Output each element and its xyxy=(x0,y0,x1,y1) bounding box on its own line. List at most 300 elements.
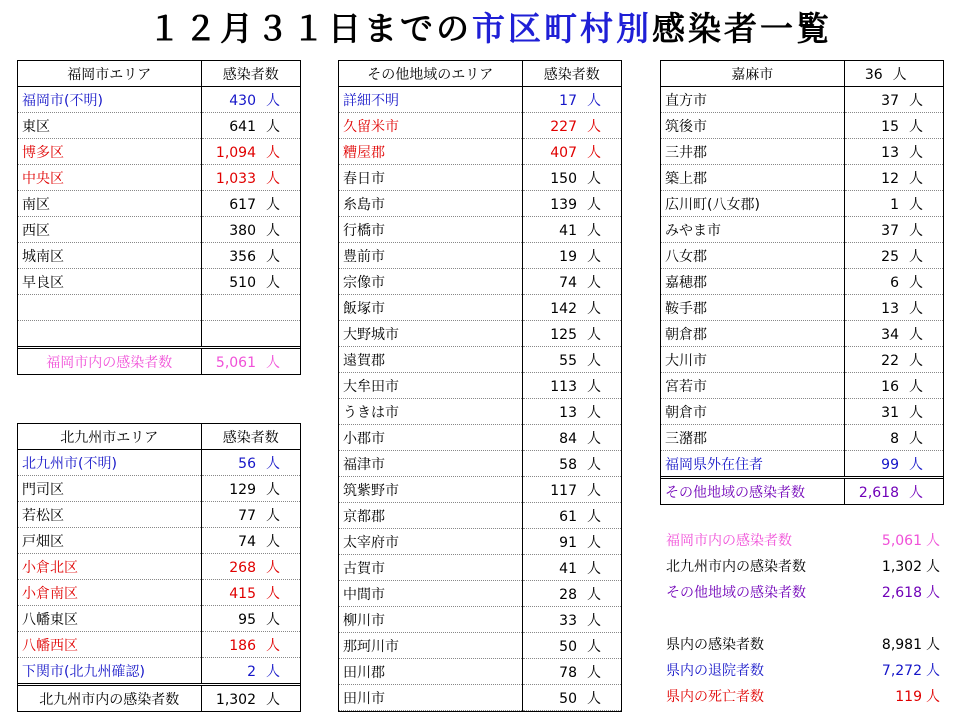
summary-value: 7,272 xyxy=(881,663,922,679)
unit-label: 人 xyxy=(587,482,601,499)
case-count-value: 268 xyxy=(229,559,256,576)
total-row xyxy=(661,478,943,505)
area-name: 糸島市 xyxy=(339,191,522,217)
case-count xyxy=(201,658,300,685)
header-area: 北九州市エリア xyxy=(18,424,201,450)
case-count xyxy=(844,295,943,321)
case-count-value: 13 xyxy=(881,300,899,317)
unit-label: 人 xyxy=(266,559,280,576)
case-count xyxy=(201,191,300,217)
area-name: 若松区 xyxy=(18,502,201,528)
case-count xyxy=(201,528,300,554)
table-header-row xyxy=(339,61,621,87)
case-count-value: 22 xyxy=(881,352,899,369)
table-row xyxy=(18,269,300,295)
summary-row xyxy=(662,632,962,658)
summary-row xyxy=(662,554,962,580)
table-header-row xyxy=(18,424,300,450)
case-count-value: 142 xyxy=(550,300,577,317)
table-row xyxy=(18,113,300,139)
case-count xyxy=(522,113,621,139)
unit-label: 人 xyxy=(587,118,601,135)
summary-label: その他地域の感染者数 xyxy=(666,585,806,601)
summary-label: 福岡市内の感染者数 xyxy=(666,533,792,549)
total-count xyxy=(844,478,943,505)
table-row xyxy=(339,477,621,503)
unit-label: 人 xyxy=(587,508,601,525)
unit-label: 人 xyxy=(892,66,907,83)
case-count xyxy=(844,373,943,399)
unit-label: 人 xyxy=(266,611,280,628)
summary-row xyxy=(662,606,962,632)
case-count xyxy=(522,633,621,659)
total-row xyxy=(18,348,300,375)
case-count xyxy=(522,165,621,191)
case-count xyxy=(522,217,621,243)
unit-label: 人 xyxy=(266,533,280,550)
table-row xyxy=(339,243,621,269)
table-row xyxy=(339,659,621,685)
summary-value: 2,618 xyxy=(881,585,922,601)
case-count-value: 56 xyxy=(238,455,256,472)
unit-label: 人 xyxy=(266,170,280,187)
unit-label: 人 xyxy=(587,586,601,603)
unit-label: 人 xyxy=(587,560,601,577)
case-count-value: 6 xyxy=(890,274,899,291)
area-name: 東区 xyxy=(18,113,201,139)
area-name: 下関市(北九州確認) xyxy=(18,658,201,685)
table-row xyxy=(18,321,300,348)
case-count-value: 41 xyxy=(559,222,577,239)
unit-label: 人 xyxy=(587,144,601,161)
page-title xyxy=(0,8,980,50)
area-name: 鞍手郡 xyxy=(661,295,844,321)
case-count-value: 16 xyxy=(881,378,899,395)
case-count-value: 84 xyxy=(559,430,577,447)
header-count: 感染者数 xyxy=(201,61,300,87)
total-label: 福岡市内の感染者数 xyxy=(18,348,201,375)
area-name: 宗像市 xyxy=(339,269,522,295)
unit-label: 人 xyxy=(909,274,923,291)
area-name xyxy=(18,321,201,348)
table-row xyxy=(18,191,300,217)
area-name: 糟屋郡 xyxy=(339,139,522,165)
table-row xyxy=(18,87,300,113)
case-count-value: 36 xyxy=(864,66,883,83)
table-row xyxy=(339,269,621,295)
case-count xyxy=(522,529,621,555)
unit-label: 人 xyxy=(909,118,923,135)
case-count xyxy=(522,373,621,399)
table-row xyxy=(339,425,621,451)
unit-label: 人 xyxy=(587,248,601,265)
case-count-value: 74 xyxy=(559,274,577,291)
area-name: 筑紫野市 xyxy=(339,477,522,503)
case-count xyxy=(844,87,943,113)
unit-label: 人 xyxy=(587,300,601,317)
total-count xyxy=(201,685,300,712)
case-count xyxy=(522,295,621,321)
summary-label: 北九州市内の感染者数 xyxy=(666,559,806,575)
unit-label: 人 xyxy=(266,92,280,109)
area-name: 博多区 xyxy=(18,139,201,165)
case-count-value: 113 xyxy=(550,378,577,395)
table-row xyxy=(18,554,300,580)
table-row xyxy=(661,347,943,373)
area-name: 詳細不明 xyxy=(339,87,522,113)
table-row xyxy=(18,217,300,243)
unit-label: 人 xyxy=(587,690,601,707)
case-count-value: 37 xyxy=(881,92,899,109)
unit-label: 人 xyxy=(909,196,923,213)
area-name: 北九州市(不明) xyxy=(18,450,201,476)
area-name: 八幡東区 xyxy=(18,606,201,632)
unit-label: 人 xyxy=(587,664,601,681)
table-row xyxy=(339,529,621,555)
unit-label: 人 xyxy=(266,144,280,161)
case-count-value: 19 xyxy=(559,248,577,265)
case-count xyxy=(844,451,943,478)
table-row xyxy=(661,87,943,113)
case-count-value: 641 xyxy=(229,118,256,135)
unit-label: 人 xyxy=(587,196,601,213)
case-count xyxy=(522,191,621,217)
unit-label: 人 xyxy=(266,455,280,472)
case-count xyxy=(522,451,621,477)
case-count xyxy=(522,269,621,295)
case-count xyxy=(522,555,621,581)
case-count xyxy=(522,659,621,685)
table-row xyxy=(18,606,300,632)
case-count-value: 78 xyxy=(559,664,577,681)
summary-row xyxy=(662,684,962,710)
area-name: みやま市 xyxy=(661,217,844,243)
summary-label: 県内の退院者数 xyxy=(666,663,764,679)
unit-label: 人 xyxy=(587,404,601,421)
summary-value: 8,981 xyxy=(881,637,922,653)
area-name: 行橋市 xyxy=(339,217,522,243)
case-count xyxy=(201,139,300,165)
table-row xyxy=(661,165,943,191)
summary-value: 5,061 xyxy=(881,533,922,549)
area-name: 直方市 xyxy=(661,87,844,113)
table-row xyxy=(661,139,943,165)
unit-label: 人 xyxy=(909,92,923,109)
case-count-value: 617 xyxy=(229,196,256,213)
case-count xyxy=(201,243,300,269)
area-name: 福津市 xyxy=(339,451,522,477)
other-area-table-continued xyxy=(661,61,943,504)
unit-label: 人 xyxy=(909,404,923,421)
case-count-value: 1,094 xyxy=(215,144,256,161)
unit-label: 人 xyxy=(587,456,601,473)
area-name: 春日市 xyxy=(339,165,522,191)
case-count-value: 5,061 xyxy=(215,354,256,371)
table-row xyxy=(661,321,943,347)
area-name: 南区 xyxy=(18,191,201,217)
case-count-value: 17 xyxy=(559,92,577,109)
area-name: 嘉麻市 xyxy=(661,61,844,87)
unit-label: 人 xyxy=(909,456,923,473)
area-name: 嘉穂郡 xyxy=(661,269,844,295)
kitakyushu-city-table xyxy=(18,424,300,711)
case-count xyxy=(201,476,300,502)
area-name: 朝倉郡 xyxy=(661,321,844,347)
case-count xyxy=(201,580,300,606)
area-name: 三井郡 xyxy=(661,139,844,165)
title-date: １２月３１日までの xyxy=(148,9,472,48)
unit-label: 人 xyxy=(587,534,601,551)
unit-label: 人 xyxy=(587,638,601,655)
case-count xyxy=(201,113,300,139)
area-name: 大野城市 xyxy=(339,321,522,347)
unit-label: 人 xyxy=(266,248,280,265)
case-count xyxy=(844,347,943,373)
table-row xyxy=(339,113,621,139)
case-count xyxy=(522,87,621,113)
case-count xyxy=(522,503,621,529)
case-count xyxy=(844,191,943,217)
case-count xyxy=(201,295,300,321)
table-row xyxy=(339,581,621,607)
area-name: 柳川市 xyxy=(339,607,522,633)
case-count xyxy=(201,450,300,476)
header-count: 感染者数 xyxy=(201,424,300,450)
unit-label: 人 xyxy=(926,663,940,679)
case-count xyxy=(844,61,943,87)
unit-label: 人 xyxy=(266,663,280,680)
unit-label: 人 xyxy=(909,430,923,447)
unit-label: 人 xyxy=(909,300,923,317)
area-name: うきは市 xyxy=(339,399,522,425)
case-count-value: 13 xyxy=(881,144,899,161)
unit-label: 人 xyxy=(926,533,940,549)
area-name: 大牟田市 xyxy=(339,373,522,399)
area-name: 筑後市 xyxy=(661,113,844,139)
area-name: 福岡県外在住者 xyxy=(661,451,844,478)
table-row xyxy=(18,658,300,685)
unit-label: 人 xyxy=(909,378,923,395)
case-count xyxy=(201,165,300,191)
table-row xyxy=(661,243,943,269)
unit-label: 人 xyxy=(587,430,601,447)
table-row xyxy=(339,217,621,243)
other-area-table xyxy=(339,61,621,711)
summary-value: 119 xyxy=(895,689,922,705)
table-row xyxy=(339,633,621,659)
unit-label: 人 xyxy=(909,248,923,265)
table-row xyxy=(18,139,300,165)
case-count xyxy=(522,685,621,711)
case-count xyxy=(844,321,943,347)
case-count-value: 15 xyxy=(881,118,899,135)
area-name: 田川市 xyxy=(339,685,522,711)
case-count xyxy=(522,347,621,373)
summary-panel xyxy=(662,528,962,710)
total-row xyxy=(18,685,300,712)
unit-label: 人 xyxy=(587,352,601,369)
case-count-value: 415 xyxy=(229,585,256,602)
case-count xyxy=(522,399,621,425)
unit-label: 人 xyxy=(909,326,923,343)
unit-label: 人 xyxy=(266,481,280,498)
area-name: 遠賀郡 xyxy=(339,347,522,373)
table-row xyxy=(18,502,300,528)
table-row xyxy=(339,503,621,529)
case-count xyxy=(522,477,621,503)
table-row xyxy=(661,113,943,139)
case-count-value: 74 xyxy=(238,533,256,550)
case-count xyxy=(522,607,621,633)
table-row xyxy=(339,139,621,165)
case-count-value: 1,302 xyxy=(215,691,256,708)
table-row xyxy=(339,373,621,399)
table-row xyxy=(339,607,621,633)
case-count-value: 139 xyxy=(550,196,577,213)
unit-label: 人 xyxy=(926,559,940,575)
case-count-value: 407 xyxy=(550,144,577,161)
table-row xyxy=(18,632,300,658)
table-row xyxy=(339,685,621,711)
unit-label: 人 xyxy=(266,196,280,213)
case-count-value: 50 xyxy=(559,690,577,707)
case-count-value: 31 xyxy=(881,404,899,421)
total-label: その他地域の感染者数 xyxy=(661,478,844,505)
table-row xyxy=(18,528,300,554)
unit-label: 人 xyxy=(909,144,923,161)
case-count-value: 13 xyxy=(559,404,577,421)
table-row xyxy=(661,425,943,451)
area-name: 小倉北区 xyxy=(18,554,201,580)
table-header-row xyxy=(18,61,300,87)
case-count-value: 41 xyxy=(559,560,577,577)
case-count xyxy=(522,425,621,451)
table-row xyxy=(18,450,300,476)
case-count xyxy=(844,425,943,451)
case-count-value: 1 xyxy=(890,196,899,213)
case-count-value: 356 xyxy=(229,248,256,265)
area-name: 宮若市 xyxy=(661,373,844,399)
unit-label: 人 xyxy=(926,585,940,601)
unit-label: 人 xyxy=(587,170,601,187)
case-count xyxy=(522,581,621,607)
area-name: 朝倉市 xyxy=(661,399,844,425)
table-row xyxy=(661,217,943,243)
area-name: 西区 xyxy=(18,217,201,243)
table-row xyxy=(339,87,621,113)
case-count-value: 380 xyxy=(229,222,256,239)
table-row xyxy=(339,347,621,373)
case-count xyxy=(201,554,300,580)
case-count-value: 95 xyxy=(238,611,256,628)
case-count-value: 77 xyxy=(238,507,256,524)
area-name: 広川町(八女郡) xyxy=(661,191,844,217)
case-count-value: 8 xyxy=(890,430,899,447)
case-count-value: 125 xyxy=(550,326,577,343)
case-count xyxy=(522,321,621,347)
area-name: 中間市 xyxy=(339,581,522,607)
summary-row xyxy=(662,528,962,554)
unit-label: 人 xyxy=(587,92,601,109)
area-name: 飯塚市 xyxy=(339,295,522,321)
summary-label: 県内の感染者数 xyxy=(666,637,764,653)
case-count-value: 99 xyxy=(881,456,899,473)
area-name: 太宰府市 xyxy=(339,529,522,555)
case-count-value: 129 xyxy=(229,481,256,498)
table-row xyxy=(661,191,943,217)
case-count-value: 186 xyxy=(229,637,256,654)
case-count xyxy=(844,243,943,269)
area-name: 築上郡 xyxy=(661,165,844,191)
table-row xyxy=(339,451,621,477)
area-name: 豊前市 xyxy=(339,243,522,269)
table-row xyxy=(339,321,621,347)
unit-label: 人 xyxy=(926,637,940,653)
table-row xyxy=(339,399,621,425)
case-count-value: 37 xyxy=(881,222,899,239)
unit-label: 人 xyxy=(266,118,280,135)
area-name: 大川市 xyxy=(661,347,844,373)
unit-label: 人 xyxy=(266,274,280,291)
case-count-value: 510 xyxy=(229,274,256,291)
unit-label: 人 xyxy=(266,637,280,654)
case-count-value: 61 xyxy=(559,508,577,525)
case-count-value: 227 xyxy=(550,118,577,135)
unit-label: 人 xyxy=(266,691,280,708)
title-highlight: 市区町村別 xyxy=(472,9,652,48)
table-row xyxy=(661,451,943,478)
case-count-value: 25 xyxy=(881,248,899,265)
header-area: その他地域のエリア xyxy=(339,61,522,87)
header-area: 福岡市エリア xyxy=(18,61,201,87)
unit-label: 人 xyxy=(266,585,280,602)
table-row xyxy=(339,165,621,191)
case-count xyxy=(844,269,943,295)
case-count xyxy=(522,243,621,269)
unit-label: 人 xyxy=(909,222,923,239)
case-count-value: 2 xyxy=(247,663,256,680)
area-name: 田川郡 xyxy=(339,659,522,685)
table-row xyxy=(661,61,943,87)
area-name: 小郡市 xyxy=(339,425,522,451)
unit-label: 人 xyxy=(587,612,601,629)
case-count-value: 117 xyxy=(550,482,577,499)
unit-label: 人 xyxy=(909,352,923,369)
case-count xyxy=(844,139,943,165)
table-row xyxy=(18,476,300,502)
area-name xyxy=(18,295,201,321)
area-name: 八女郡 xyxy=(661,243,844,269)
area-name: 那珂川市 xyxy=(339,633,522,659)
area-name: 福岡市(不明) xyxy=(18,87,201,113)
header-count: 感染者数 xyxy=(522,61,621,87)
area-name: 門司区 xyxy=(18,476,201,502)
summary-row xyxy=(662,658,962,684)
table-row xyxy=(339,191,621,217)
case-count-value: 55 xyxy=(559,352,577,369)
case-count-value: 33 xyxy=(559,612,577,629)
case-count-value: 150 xyxy=(550,170,577,187)
area-name: 中央区 xyxy=(18,165,201,191)
unit-label: 人 xyxy=(587,222,601,239)
table-row xyxy=(18,243,300,269)
area-name: 三潴郡 xyxy=(661,425,844,451)
case-count-value: 2,618 xyxy=(858,484,899,501)
unit-label: 人 xyxy=(266,222,280,239)
case-count-value: 12 xyxy=(881,170,899,187)
case-count xyxy=(201,321,300,348)
area-name: 城南区 xyxy=(18,243,201,269)
